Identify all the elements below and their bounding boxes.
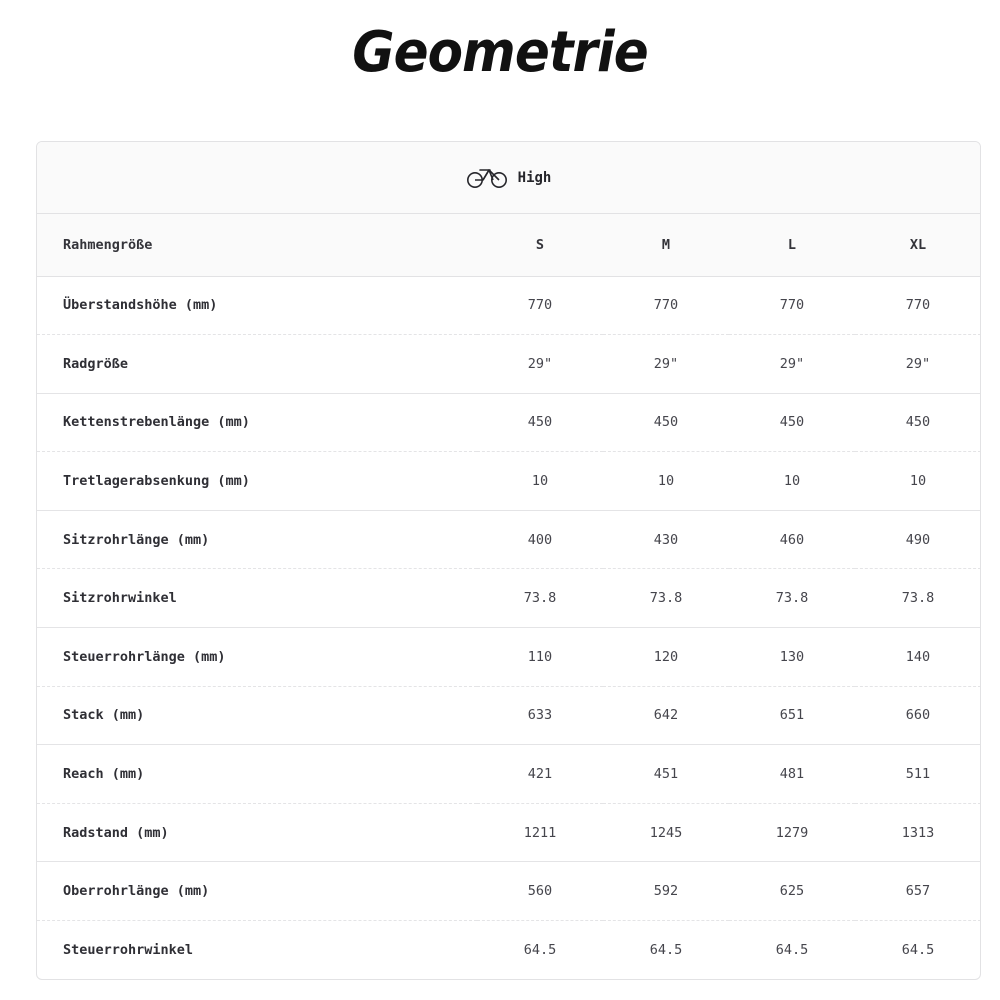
page-title: Geometrie (352, 20, 648, 85)
cell-value: 511 (855, 745, 981, 804)
cell-value: 64.5 (523, 942, 557, 959)
cell-value: 1313 (855, 803, 981, 862)
column-header-size-xl: XL (855, 214, 981, 276)
column-header-size-l: L (729, 214, 855, 276)
row-label: Tretlagerabsenkung (mm) (37, 452, 477, 511)
table-row (37, 921, 981, 980)
cell-value: 592 (603, 862, 729, 921)
row-label: Kettenstrebenlänge (mm) (37, 393, 477, 452)
variant-row (37, 142, 980, 214)
cell-value: 64.5 (649, 942, 683, 959)
row-label: Radgröße (37, 335, 477, 394)
table-head (37, 214, 981, 276)
row-label: Oberrohrlänge (mm) (37, 862, 477, 921)
row-label: Stack (mm) (37, 686, 477, 745)
variant-selector[interactable] (466, 163, 552, 193)
cell-value: 490 (855, 510, 981, 569)
cell-value: 633 (477, 686, 603, 745)
cell-value: 450 (603, 393, 729, 452)
geometry-table (37, 214, 981, 979)
cell-value: 29" (477, 335, 603, 394)
cell-value: 1245 (603, 803, 729, 862)
cell-value: 73.8 (603, 569, 729, 628)
cell-value: 73.8 (855, 569, 981, 628)
cell-value: 770 (855, 276, 981, 335)
cell-value: 120 (603, 628, 729, 687)
table-row (37, 276, 981, 335)
cell-value: 1279 (729, 803, 855, 862)
table-row (37, 628, 981, 687)
row-label: Steuerrohrwinkel (63, 942, 194, 959)
cell-value: 400 (477, 510, 603, 569)
table-row (37, 862, 981, 921)
row-label: Sitzrohrwinkel (37, 569, 477, 628)
cell-value: 29" (855, 335, 981, 394)
cell-value: 642 (603, 686, 729, 745)
table-header-row (37, 214, 981, 276)
cell-value: 651 (729, 686, 855, 745)
row-label: Radstand (mm) (37, 803, 477, 862)
table-row (37, 393, 981, 452)
row-label: Sitzrohrlänge (mm) (37, 510, 477, 569)
table-body (37, 276, 981, 979)
bicycle-icon (466, 163, 508, 193)
cell-value: 73.8 (477, 569, 603, 628)
cell-value: 29" (603, 335, 729, 394)
column-header-size-s: S (477, 214, 603, 276)
table-row (37, 569, 981, 628)
table-row (37, 745, 981, 804)
row-label: Überstandshöhe (mm) (37, 276, 477, 335)
column-header-frame-size: Rahmengröße (37, 214, 477, 276)
cell-value: 10 (477, 452, 603, 511)
cell-value: 64.5 (775, 942, 809, 959)
variant-label: High (517, 169, 552, 186)
cell-value: 10 (855, 452, 981, 511)
cell-value: 660 (855, 686, 981, 745)
cell-value: 29" (729, 335, 855, 394)
table-row (37, 803, 981, 862)
cell-value: 1211 (477, 803, 603, 862)
geometry-table-card (36, 141, 981, 980)
cell-value: 460 (729, 510, 855, 569)
table-row (37, 452, 981, 511)
cell-value: 450 (729, 393, 855, 452)
cell-value: 451 (603, 745, 729, 804)
table-row (37, 510, 981, 569)
table-row (37, 335, 981, 394)
cell-value: 770 (477, 276, 603, 335)
cell-value: 770 (603, 276, 729, 335)
cell-value: 450 (855, 393, 981, 452)
cell-value: 657 (855, 862, 981, 921)
cell-value: 421 (477, 745, 603, 804)
cell-value: 481 (729, 745, 855, 804)
cell-value: 140 (855, 628, 981, 687)
cell-value: 10 (729, 452, 855, 511)
cell-value: 130 (729, 628, 855, 687)
cell-value: 64.5 (901, 942, 935, 959)
cell-value: 10 (603, 452, 729, 511)
cell-value: 73.8 (729, 569, 855, 628)
column-header-size-m: M (603, 214, 729, 276)
cell-value: 770 (729, 276, 855, 335)
cell-value: 450 (477, 393, 603, 452)
cell-value: 625 (729, 862, 855, 921)
table-row (37, 686, 981, 745)
cell-value: 430 (603, 510, 729, 569)
row-label: Reach (mm) (37, 745, 477, 804)
cell-value: 110 (477, 628, 603, 687)
cell-value: 560 (477, 862, 603, 921)
row-label: Steuerrohrlänge (mm) (37, 628, 477, 687)
